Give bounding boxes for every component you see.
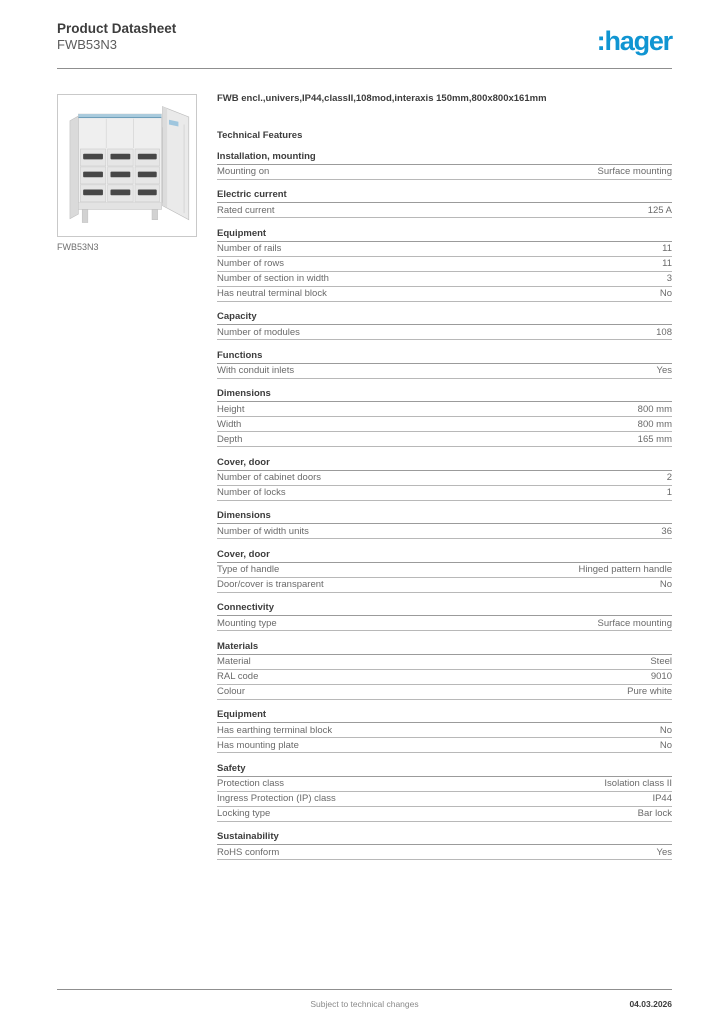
- spec-row: [217, 203, 672, 218]
- spec-value: 2: [666, 472, 672, 483]
- spec-row: [217, 685, 672, 700]
- spec-row: [217, 272, 672, 287]
- spec-section: [217, 511, 672, 539]
- spec-row: [217, 670, 672, 685]
- spec-label: Number of width units: [217, 525, 309, 537]
- spec-row: [217, 723, 672, 738]
- spec-value: 108: [656, 326, 672, 338]
- section-heading: Connectivity: [217, 603, 672, 616]
- spec-label: Number of section in width: [217, 273, 329, 284]
- spec-value: 800 mm: [637, 418, 672, 430]
- spec-section: [217, 832, 672, 860]
- section-heading: Electric current: [217, 190, 672, 203]
- header-titles: [57, 21, 176, 53]
- spec-label: Number of locks: [217, 487, 286, 498]
- spec-label: Mounting on: [217, 166, 270, 177]
- spec-row: [217, 257, 672, 272]
- spec-value: IP44: [652, 793, 672, 804]
- spec-label: Number of cabinet doors: [217, 472, 322, 483]
- spec-row: [217, 242, 672, 257]
- spec-row: [217, 845, 672, 860]
- section-heading: Dimensions: [217, 511, 672, 524]
- spec-section: [217, 389, 672, 447]
- spec-value: 9010: [650, 671, 672, 682]
- spec-row: [217, 738, 672, 753]
- spec-row: [217, 524, 672, 539]
- spec-section: [217, 351, 672, 379]
- spec-value: 36: [661, 525, 672, 537]
- spec-label: Number of modules: [217, 326, 300, 338]
- spec-section: [217, 710, 672, 753]
- section-heading: Safety: [217, 764, 672, 777]
- product-image: [62, 99, 192, 232]
- spec-row: [217, 616, 672, 631]
- spec-label: Type of handle: [217, 564, 280, 575]
- spec-value: No: [659, 288, 672, 299]
- spec-label: Number of rows: [217, 258, 285, 269]
- spec-label: Colour: [217, 686, 245, 697]
- spec-label: Depth: [217, 433, 243, 445]
- spec-row: [217, 417, 672, 432]
- spec-row: [217, 432, 672, 447]
- spec-row: [217, 402, 672, 417]
- spec-value: 125 A: [647, 204, 672, 216]
- spec-value: Surface mounting: [597, 617, 672, 629]
- spec-label: Door/cover is transparent: [217, 579, 324, 590]
- spec-label: Number of rails: [217, 243, 282, 254]
- spec-row: [217, 563, 672, 578]
- spec-value: No: [659, 739, 672, 751]
- spec-row: [217, 578, 672, 593]
- header-divider: [57, 68, 672, 69]
- spec-row: [217, 807, 672, 822]
- footer-date: 04.03.2026: [629, 999, 672, 1009]
- spec-label: Has earthing terminal block: [217, 724, 333, 736]
- spec-label: Height: [217, 403, 245, 415]
- spec-label: Material: [217, 656, 251, 667]
- section-heading: Cover, door: [217, 458, 672, 471]
- spec-value: 11: [662, 258, 672, 269]
- spec-row: [217, 364, 672, 379]
- spec-label: Rated current: [217, 204, 275, 216]
- spec-value: Isolation class II: [604, 778, 672, 789]
- spec-row: [217, 287, 672, 302]
- spec-value: Yes: [656, 365, 672, 376]
- spec-section: [217, 550, 672, 593]
- spec-row: [217, 471, 672, 486]
- section-heading: Equipment: [217, 229, 672, 242]
- header: [57, 21, 672, 56]
- spec-content: [217, 94, 672, 860]
- spec-section: [217, 458, 672, 501]
- spec-label: Mounting type: [217, 617, 277, 629]
- spec-section: [217, 603, 672, 631]
- spec-row: [217, 325, 672, 340]
- section-heading: Sustainability: [217, 832, 672, 845]
- spec-sections: [217, 152, 672, 861]
- section-heading: Capacity: [217, 312, 672, 325]
- section-heading: Installation, mounting: [217, 152, 672, 165]
- spec-value: 800 mm: [637, 403, 672, 415]
- spec-row: [217, 165, 672, 180]
- spec-section: [217, 190, 672, 218]
- spec-section: [217, 312, 672, 340]
- spec-label: Has neutral terminal block: [217, 288, 327, 299]
- spec-section: [217, 642, 672, 700]
- spec-label: Protection class: [217, 778, 285, 789]
- section-heading: Cover, door: [217, 550, 672, 563]
- product-image-frame: [57, 94, 197, 237]
- section-heading: Materials: [217, 642, 672, 655]
- spec-row: [217, 777, 672, 792]
- spec-label: Locking type: [217, 808, 271, 819]
- spec-label: Has mounting plate: [217, 739, 299, 751]
- spec-row: [217, 486, 672, 501]
- spec-value: Yes: [656, 846, 672, 858]
- product-image-caption: FWB53N3: [57, 242, 99, 252]
- hager-logo: :hager: [596, 26, 672, 56]
- product-title: FWB encl.,univers,IP44,classII,108mod,interaxis 150mm,800x800x161mm: [217, 93, 547, 104]
- spec-label: Width: [217, 418, 242, 430]
- spec-value: No: [659, 724, 672, 736]
- spec-value: Surface mounting: [597, 166, 672, 177]
- spec-value: No: [659, 579, 672, 590]
- spec-value: 3: [666, 273, 672, 284]
- spec-section: [217, 229, 672, 302]
- spec-label: Ingress Protection (IP) class: [217, 793, 336, 804]
- section-heading: Equipment: [217, 710, 672, 723]
- spec-section: [217, 152, 672, 180]
- spec-value: 1: [666, 487, 672, 498]
- spec-value: 11: [662, 243, 672, 254]
- footer-divider: [57, 989, 672, 990]
- spec-label: With conduit inlets: [217, 365, 295, 376]
- section-heading: Functions: [217, 351, 672, 364]
- spec-value: Pure white: [627, 686, 672, 697]
- spec-value: 165 mm: [637, 433, 672, 445]
- spec-value: Steel: [650, 656, 672, 667]
- spec-row: [217, 792, 672, 807]
- section-heading: Dimensions: [217, 389, 672, 402]
- spec-label: RAL code: [217, 671, 259, 682]
- spec-label: RoHS conform: [217, 846, 280, 858]
- spec-value: Bar lock: [637, 808, 672, 819]
- footer-note: Subject to technical changes: [310, 999, 419, 1009]
- technical-features-heading: Technical Features: [217, 130, 303, 141]
- product-code: FWB53N3: [57, 37, 117, 52]
- spec-value: Hinged pattern handle: [578, 564, 672, 575]
- spec-row: [217, 655, 672, 670]
- spec-section: [217, 764, 672, 822]
- document-title: Product Datasheet: [57, 21, 177, 36]
